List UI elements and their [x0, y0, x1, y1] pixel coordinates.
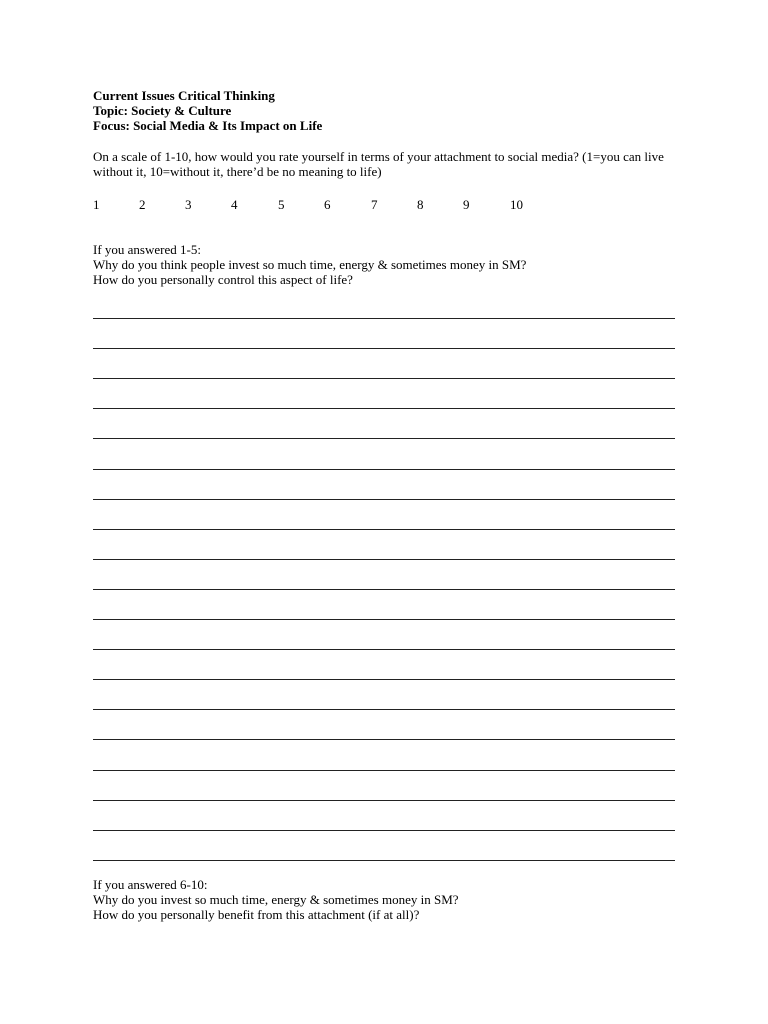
worksheet-heading: [93, 88, 693, 133]
answer-line[interactable]: [93, 559, 675, 560]
section-low-question-2: How do you personally control this aspect of life?: [93, 272, 353, 287]
scale-option-9[interactable]: 9: [463, 197, 470, 212]
scale-option-4[interactable]: 4: [231, 197, 238, 212]
scale-option-5[interactable]: 5: [278, 197, 285, 212]
answer-line[interactable]: [93, 438, 675, 439]
answer-line[interactable]: [93, 770, 675, 771]
answer-lines[interactable]: [93, 318, 675, 878]
answer-line[interactable]: [93, 739, 675, 740]
answer-line[interactable]: [93, 318, 675, 319]
rating-scale: [0, 197, 768, 213]
answer-line[interactable]: [93, 860, 675, 861]
scale-option-3[interactable]: 3: [185, 197, 192, 212]
answer-line[interactable]: [93, 378, 675, 379]
scale-option-1[interactable]: 1: [93, 197, 100, 212]
section-low-question-1: Why do you think people invest so much time, energy & sometimes money in SM?: [93, 257, 527, 272]
answer-line[interactable]: [93, 348, 675, 349]
rating-question: On a scale of 1-10, how would you rate yourself in terms of your attachment to social media? (1=you can live without it, 10=without it, there’d be no meaning to life): [93, 149, 664, 179]
answer-line[interactable]: [93, 649, 675, 650]
section-high-question-2: How do you personally benefit from this attachment (if at all)?: [93, 907, 420, 922]
answer-line[interactable]: [93, 830, 675, 831]
section-condition-low: If you answered 1-5:: [93, 242, 201, 257]
answer-line[interactable]: [93, 469, 675, 470]
worksheet-title: Current Issues Critical Thinking: [93, 88, 275, 103]
section-condition-high: If you answered 6-10:: [93, 877, 208, 892]
section-high-question-1: Why do you invest so much time, energy & sometimes money in SM?: [93, 892, 459, 907]
scale-option-6[interactable]: 6: [324, 197, 331, 212]
answer-line[interactable]: [93, 709, 675, 710]
section-answered-6-10: [93, 877, 693, 922]
answer-line[interactable]: [93, 529, 675, 530]
section-answered-1-5: [93, 242, 693, 287]
worksheet-topic: Topic: Society & Culture: [93, 103, 232, 118]
worksheet-focus: Focus: Social Media & Its Impact on Life: [93, 118, 323, 133]
scale-option-8[interactable]: 8: [417, 197, 424, 212]
answer-line[interactable]: [93, 499, 675, 500]
answer-line[interactable]: [93, 408, 675, 409]
scale-option-2[interactable]: 2: [139, 197, 146, 212]
answer-line[interactable]: [93, 679, 675, 680]
scale-option-10[interactable]: 10: [510, 197, 523, 212]
answer-line[interactable]: [93, 589, 675, 590]
answer-line[interactable]: [93, 619, 675, 620]
scale-option-7[interactable]: 7: [371, 197, 378, 212]
answer-line[interactable]: [93, 800, 675, 801]
